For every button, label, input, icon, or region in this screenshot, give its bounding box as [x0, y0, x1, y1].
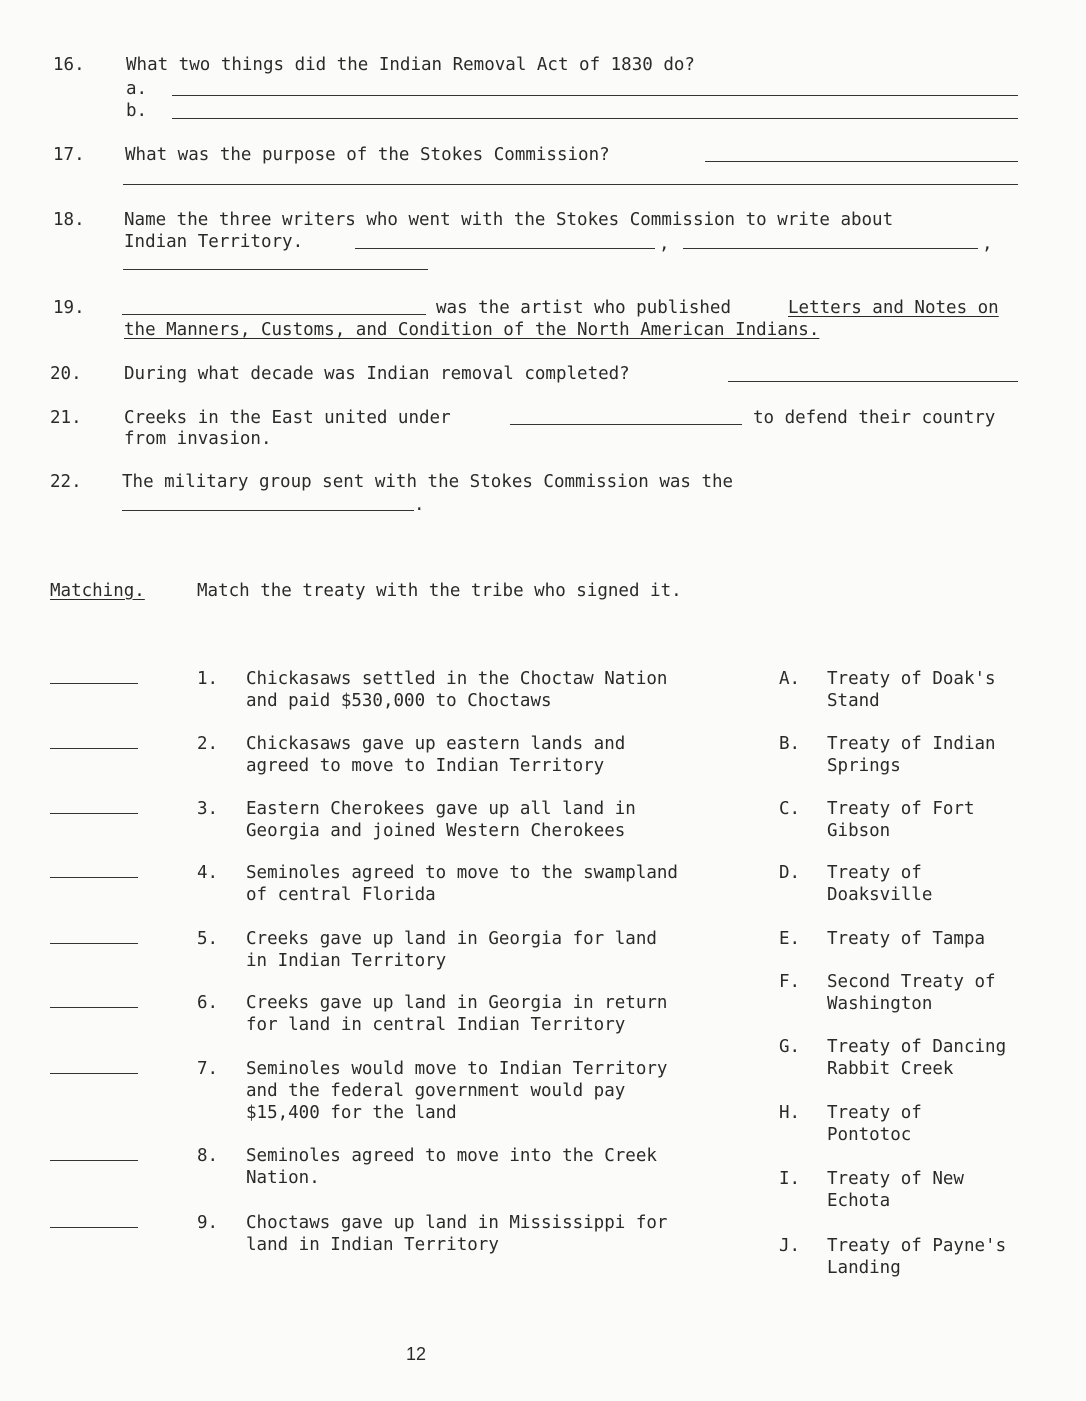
answer-blank[interactable]	[50, 813, 138, 814]
comma: ,	[982, 234, 993, 254]
answer-label-a: a.	[126, 79, 148, 99]
question-text: What was the purpose of the Stokes Commission?	[125, 145, 610, 165]
option-letter: C.	[779, 799, 801, 819]
item-text: Creeks gave up land in Georgia in return	[246, 993, 668, 1013]
question-number: 20.	[50, 364, 82, 384]
option-text: Pontotoc	[827, 1125, 912, 1145]
item-number: 6.	[197, 993, 219, 1013]
period: .	[414, 495, 425, 515]
answer-line-a[interactable]	[172, 95, 1018, 96]
option-letter: F.	[779, 972, 801, 992]
item-number: 3.	[197, 799, 219, 819]
option-letter: B.	[779, 734, 801, 754]
item-text: in Indian Territory	[246, 951, 447, 971]
item-number: 2.	[197, 734, 219, 754]
question-text-line2: from invasion.	[124, 429, 272, 449]
question-number: 16.	[53, 55, 85, 75]
answer-line-writer-2[interactable]	[683, 248, 978, 249]
option-text: Gibson	[827, 821, 891, 841]
item-text: Seminoles agreed to move to the swampland	[246, 863, 678, 883]
answer-blank[interactable]	[50, 1227, 138, 1228]
matching-heading: Matching.	[50, 581, 145, 601]
item-number: 9.	[197, 1213, 219, 1233]
answer-blank[interactable]	[50, 683, 138, 684]
answer-line-continued[interactable]	[123, 184, 1018, 185]
question-number: 19.	[53, 298, 85, 318]
item-text: Seminoles would move to Indian Territory	[246, 1059, 668, 1079]
item-number: 1.	[197, 669, 219, 689]
answer-line-b[interactable]	[172, 118, 1018, 119]
option-text: Echota	[827, 1191, 891, 1211]
item-text: Eastern Cherokees gave up all land in	[246, 799, 636, 819]
question-text: The military group sent with the Stokes Commission was the	[122, 472, 734, 492]
item-text: Chickasaws gave up eastern lands and	[246, 734, 626, 754]
option-letter: G.	[779, 1037, 801, 1057]
answer-line[interactable]	[705, 161, 1018, 162]
answer-label-b: b.	[126, 101, 148, 121]
item-number: 4.	[197, 863, 219, 883]
option-letter: J.	[779, 1236, 801, 1256]
question-text-after: to defend their country	[753, 408, 996, 428]
option-text: Treaty of Dancing	[827, 1037, 1007, 1057]
question-number: 17.	[53, 145, 85, 165]
option-text: Treaty of Indian	[827, 734, 996, 754]
comma: ,	[659, 234, 670, 254]
option-letter: H.	[779, 1103, 801, 1123]
item-number: 7.	[197, 1059, 219, 1079]
item-text: Creeks gave up land in Georgia for land	[246, 929, 657, 949]
answer-line-writer-3[interactable]	[123, 269, 428, 270]
option-letter: D.	[779, 863, 801, 883]
option-text: Rabbit Creek	[827, 1059, 954, 1079]
option-text: Treaty of	[827, 863, 922, 883]
question-number: 18.	[53, 210, 85, 230]
item-text: Choctaws gave up land in Mississippi for	[246, 1213, 668, 1233]
question-text: During what decade was Indian removal completed?	[124, 364, 630, 384]
item-text: land in Indian Territory	[246, 1235, 499, 1255]
item-text: Seminoles agreed to move into the Creek	[246, 1146, 657, 1166]
answer-line[interactable]	[510, 424, 742, 425]
option-text: Treaty of Fort	[827, 799, 975, 819]
item-text: Chickasaws settled in the Choctaw Nation	[246, 669, 668, 689]
matching-instructions: Match the treaty with the tribe who signed it.	[197, 581, 682, 601]
question-text-line2: Indian Territory.	[124, 232, 304, 252]
answer-blank[interactable]	[50, 943, 138, 944]
question-text-line1: Name the three writers who went with the Stokes Commission to write about	[124, 210, 894, 230]
item-text: and paid $530,000 to Choctaws	[246, 691, 552, 711]
option-letter: I.	[779, 1169, 801, 1189]
option-text: Treaty of Doak's	[827, 669, 996, 689]
question-number: 21.	[50, 408, 82, 428]
answer-line[interactable]	[122, 510, 414, 511]
item-text: $15,400 for the land	[246, 1103, 457, 1123]
answer-line-writer-1[interactable]	[355, 248, 655, 249]
item-text: Nation.	[246, 1168, 320, 1188]
answer-line[interactable]	[728, 381, 1018, 382]
item-number: 5.	[197, 929, 219, 949]
book-title-part1: Letters and Notes on	[788, 298, 999, 318]
item-text: Georgia and joined Western Cherokees	[246, 821, 626, 841]
option-text: Treaty of Payne's	[827, 1236, 1007, 1256]
item-text: for land in central Indian Territory	[246, 1015, 626, 1035]
answer-blank[interactable]	[50, 1073, 138, 1074]
page-number: 12	[406, 1344, 427, 1364]
answer-line-artist[interactable]	[122, 314, 426, 315]
question-text: was the artist who published	[436, 298, 732, 318]
option-text: Washington	[827, 994, 933, 1014]
option-text: Stand	[827, 691, 880, 711]
option-letter: A.	[779, 669, 801, 689]
book-title-part2: the Manners, Customs, and Condition of the North American Indians.	[124, 320, 820, 340]
option-text: Treaty of	[827, 1103, 922, 1123]
question-number: 22.	[50, 472, 82, 492]
option-letter: E.	[779, 929, 801, 949]
option-text: Second Treaty of	[827, 972, 996, 992]
item-text: agreed to move to Indian Territory	[246, 756, 605, 776]
item-text: and the federal government would pay	[246, 1081, 626, 1101]
answer-blank[interactable]	[50, 877, 138, 878]
option-text: Treaty of New	[827, 1169, 964, 1189]
option-text: Springs	[827, 756, 901, 776]
item-text: of central Florida	[246, 885, 436, 905]
option-text: Doaksville	[827, 885, 933, 905]
option-text: Treaty of Tampa	[827, 929, 986, 949]
question-text: Creeks in the East united under	[124, 408, 451, 428]
question-text: What two things did the Indian Removal Act of 1830 do?	[126, 55, 695, 75]
answer-blank[interactable]	[50, 1007, 138, 1008]
item-number: 8.	[197, 1146, 219, 1166]
answer-blank[interactable]	[50, 1160, 138, 1161]
option-text: Landing	[827, 1258, 901, 1278]
answer-blank[interactable]	[50, 748, 138, 749]
